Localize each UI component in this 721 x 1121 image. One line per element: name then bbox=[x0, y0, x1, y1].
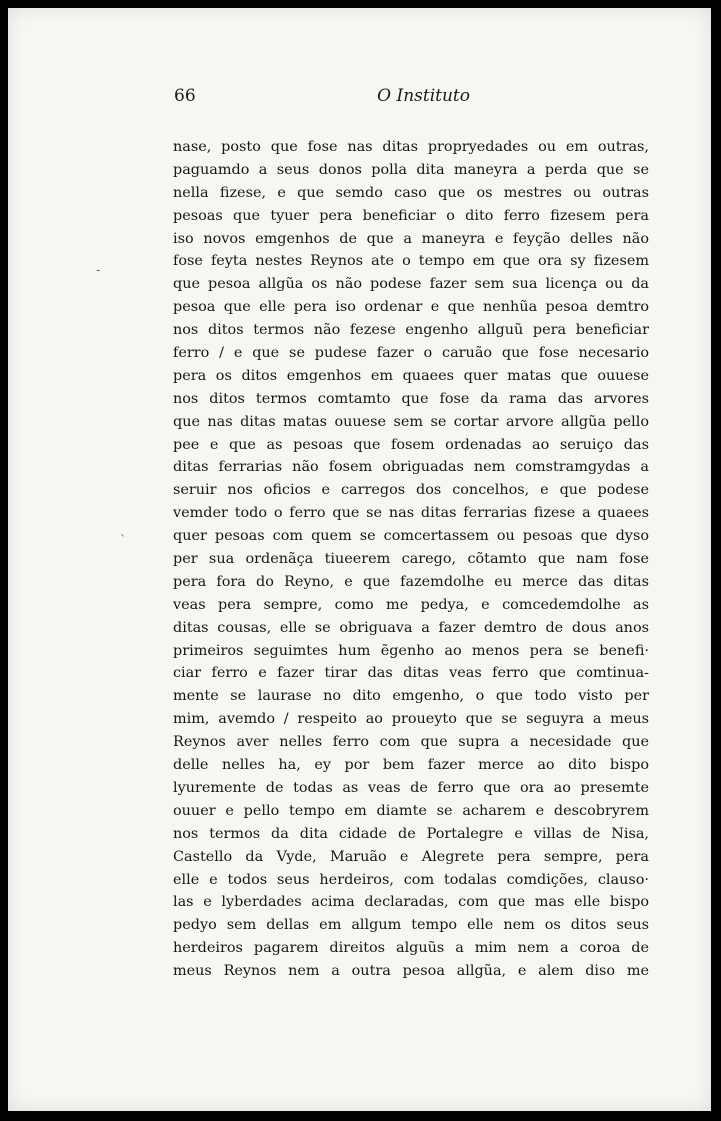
text-line: pee e que as pesoas que fosem ordenadas ao seruiço das bbox=[173, 436, 649, 453]
text-line: ditas ferrarias não fosem obriguadas nem comstramgydas a bbox=[173, 459, 649, 476]
page-number: 66 bbox=[174, 86, 196, 106]
running-title: O Instituto bbox=[377, 86, 470, 106]
text-line: nos termos da dita cidade de Portalegre e villas de Nisa, bbox=[173, 825, 649, 842]
text-line: nase, posto que fose nas ditas propryedades ou em outras, bbox=[173, 139, 649, 155]
text-line: mente se laurase no dito emgenho, o que todo visto per bbox=[173, 688, 649, 705]
running-header bbox=[174, 86, 470, 114]
text-line: delle nelles ha, ey por bem fazer merce ao dito bispo bbox=[173, 757, 649, 774]
document-page bbox=[8, 8, 711, 1111]
text-line: elle e todos seus herdeiros, com todalas comdições, clauso· bbox=[173, 871, 649, 888]
margin-dash-mark: - bbox=[96, 263, 101, 277]
text-line: ouuer e pello tempo em diamte se acharem e descobryrem bbox=[173, 802, 649, 819]
margin-tick-mark: ` bbox=[120, 533, 126, 547]
text-line: pera os ditos emgenhos em quaees quer matas que ouuese bbox=[173, 367, 649, 384]
body-text bbox=[173, 136, 649, 983]
text-line: herdeiros pagarem direitos alguũs a mim nem a coroa de bbox=[173, 940, 649, 957]
text-line: nella fizese, e que semdo caso que os mestres ou outras bbox=[173, 184, 649, 201]
text-line: pesoas que tyuer pera beneficiar o dito ferro fizesem pera bbox=[173, 207, 649, 224]
text-line: fose feyta nestes Reynos ate o tempo em que ora sy fizesem bbox=[173, 253, 649, 270]
text-line: veas pera sempre, como me pedya, e comcedemdolhe as bbox=[173, 596, 649, 613]
text-line: pesoa que elle pera iso ordenar e que nenhũa pesoa demtro bbox=[173, 299, 649, 316]
text-line: ferro / e que se pudese fazer o caruão que fose necesario bbox=[173, 345, 649, 362]
text-line: nos ditos termos comtamto que fose da rama das arvores bbox=[173, 390, 649, 407]
text-line: mim, avemdo / respeito ao proueyto que se seguyra a meus bbox=[173, 711, 649, 728]
text-line: nos ditos termos não fezese engenho allguũ pera beneficiar bbox=[173, 322, 649, 339]
text-line: Castello da Vyde, Maruão e Alegrete pera sempre, pera bbox=[173, 848, 649, 865]
text-line: pedyo sem dellas em allgum tempo elle nem os ditos seus bbox=[173, 917, 649, 934]
text-line: per sua ordenãça tiueerem carego, cõtamto que nam fose bbox=[173, 551, 649, 568]
text-line: ciar ferro e fazer tirar das ditas veas ferro que comtinua- bbox=[173, 665, 649, 682]
text-line: meus Reynos nem a outra pesoa allgũa, e alem diso me bbox=[173, 963, 649, 980]
text-line: seruir nos oficios e carregos dos concelhos, e que podese bbox=[173, 482, 649, 499]
text-line: paguamdo a seus donos polla dita maneyra a perda que se bbox=[173, 161, 649, 178]
text-line: Reynos aver nelles ferro com que supra a necesidade que bbox=[173, 734, 649, 751]
text-line: que nas ditas matas ouuese sem se cortar arvore allgũa pello bbox=[173, 413, 649, 430]
text-line: primeiros seguimtes hum ẽgenho ao menos pera se benefi· bbox=[173, 642, 649, 659]
text-line: iso novos emgenhos de que a maneyra e feyção delles não bbox=[173, 230, 649, 247]
text-line: ditas cousas, elle se obriguava a fazer demtro de dous anos bbox=[173, 619, 649, 636]
text-line: pera fora do Reyno, e que fazemdolhe eu merce das ditas bbox=[173, 573, 649, 590]
text-line: quer pesoas com quem se comcertassem ou pesoas que dyso bbox=[173, 528, 649, 545]
text-line: vemder todo o ferro que se nas ditas ferrarias fizese a quaees bbox=[173, 505, 649, 522]
text-line: lyuremente de todas as veas de ferro que ora ao presemte bbox=[173, 779, 649, 796]
text-line: las e lyberdades acima declaradas, com que mas elle bispo bbox=[173, 894, 649, 911]
text-line: que pesoa allgũa os não podese fazer sem sua licença ou da bbox=[173, 276, 649, 293]
